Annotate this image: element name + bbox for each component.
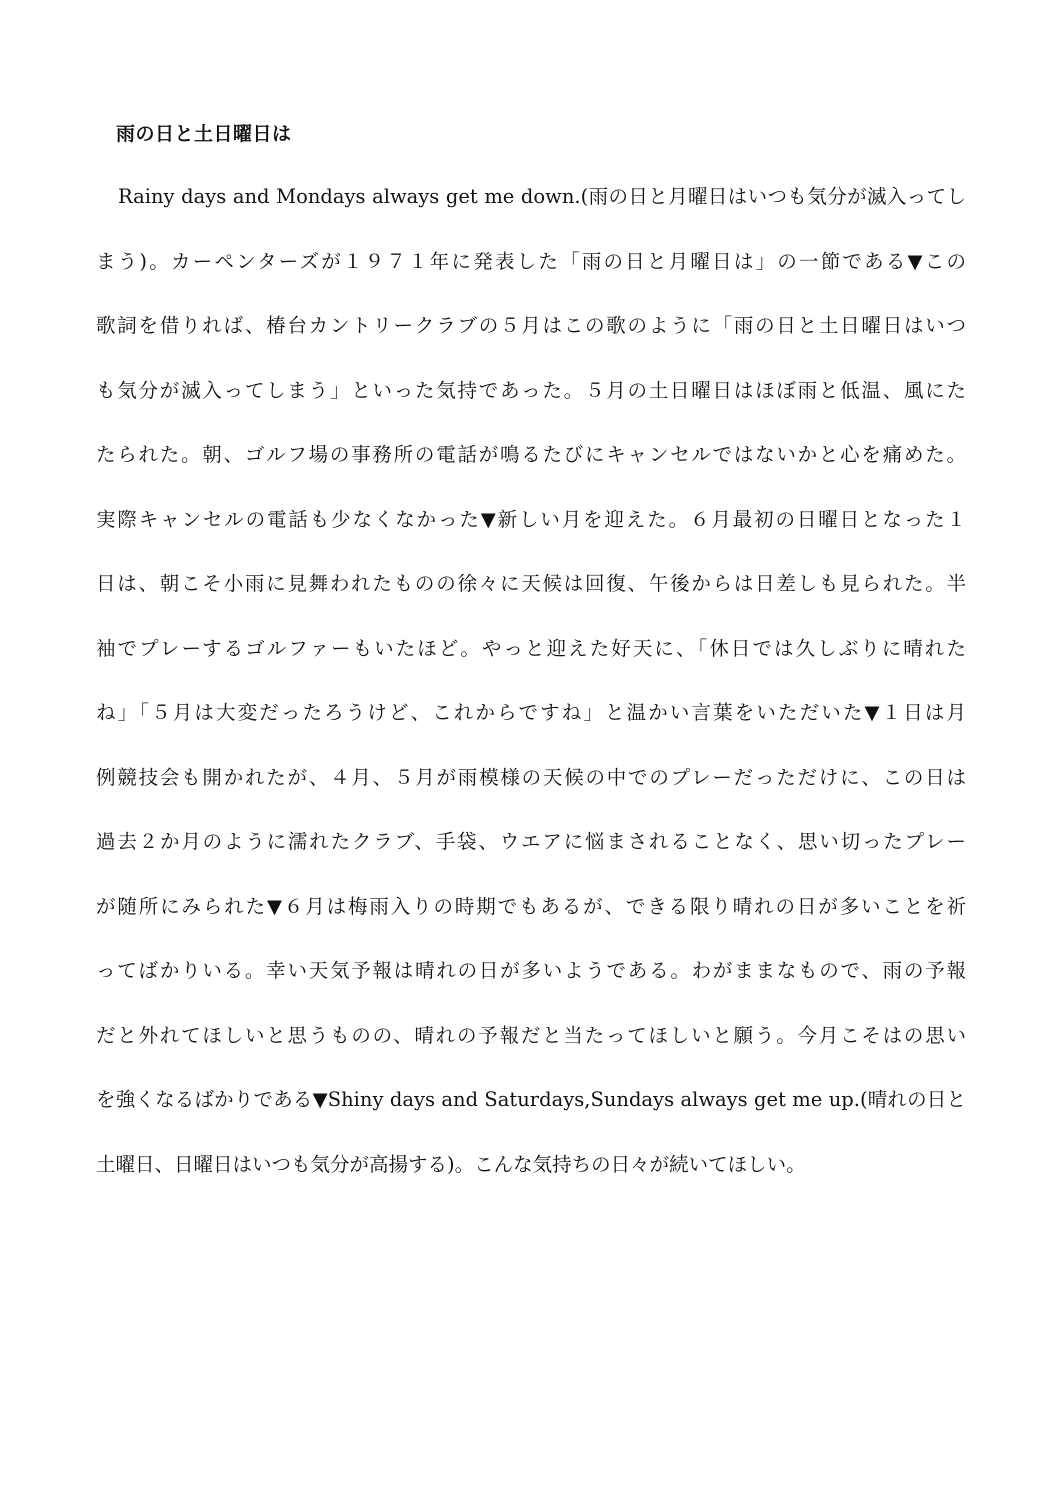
body-line: が随所にみられた▼６月は梅雨入りの時期でもあるが、できる限り晴れの日が多いことを祈 — [96, 894, 966, 918]
article-body — [96, 172, 966, 1204]
body-line: だと外れてほしいと思うものの、晴れの予報だと当たってほしいと願う。今月こそはの思い — [96, 1023, 966, 1047]
body-line: を強くなるばかりである▼Shiny days and Saturdays,Sundays always get me up.(晴れの日と — [96, 1088, 966, 1111]
body-line: も気分が滅入ってしまう」といった気持であった。５月の土日曜日はほぼ雨と低温、風にた — [96, 378, 966, 402]
body-line: 土曜日、日曜日はいつも気分が高揚する)。こんな気持ちの日々が続いてほしい。 — [96, 1152, 806, 1176]
body-line: ね」「５月は大変だったろうけど、これからですね」と温かい言葉をいただいた▼１日は月 — [96, 701, 966, 724]
body-line: たられた。朝、ゴルフ場の事務所の電話が鳴るたびにキャンセルではないかと心を痛めた。 — [96, 443, 966, 466]
body-line: 過去２か月のように濡れたクラブ、手袋、ウエアに悩まされることなく、思い切ったプレー — [96, 830, 966, 853]
body-line: 例競技会も開かれたが、４月、５月が雨模様の天候の中でのプレーだっただけに、この日は — [96, 765, 966, 789]
article-title: 雨の日と土日曜日は — [116, 123, 292, 145]
body-line: 日は、朝こそ小雨に見舞われたものの徐々に天候は回復、午後からは日差しも見られた。半 — [96, 572, 966, 595]
body-line: ってばかりいる。幸い天気予報は晴れの日が多いようである。わがままなもので、雨の予報 — [96, 959, 966, 982]
body-line: 歌詞を借りれば、椿台カントリークラブの５月はこの歌のように「雨の日と土日曜日はいつ — [96, 314, 966, 337]
body-line: まう)。カーペンターズが１９７１年に発表した「雨の日と月曜日は」の一節である▼この — [96, 249, 966, 273]
body-line: 袖でプレーするゴルファーもいたほど。やっと迎えた好天に、「休日では久しぶりに晴れた — [96, 636, 966, 660]
body-line: Rainy days and Mondays always get me down.(雨の日と月曜日はいつも気分が滅入ってし — [118, 185, 966, 208]
body-line: 実際キャンセルの電話も少なくなかった▼新しい月を迎えた。６月最初の日曜日となった１ — [96, 507, 966, 531]
